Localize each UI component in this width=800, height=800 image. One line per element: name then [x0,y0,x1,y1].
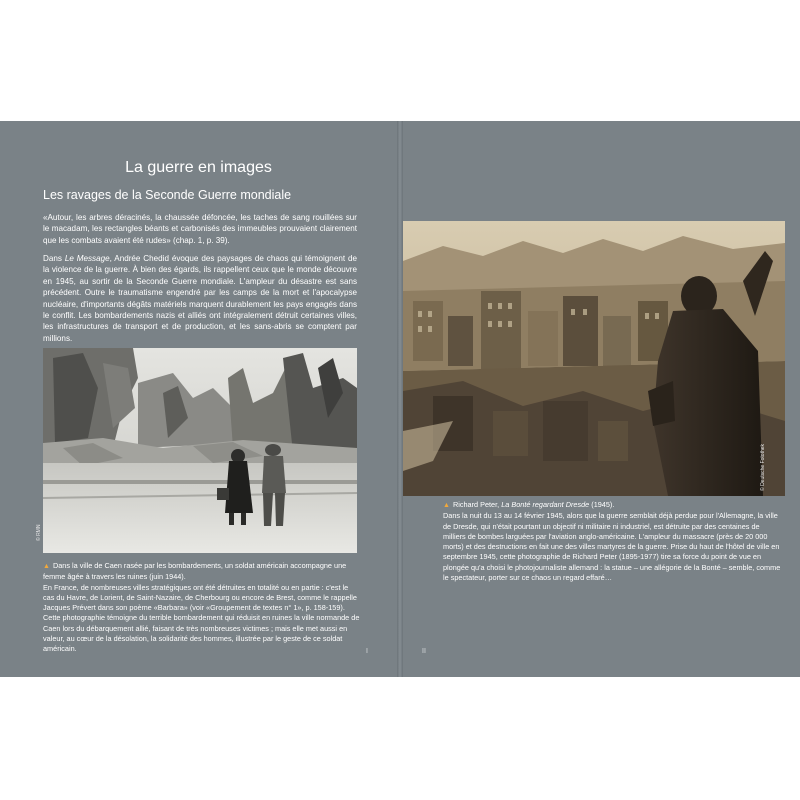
body-text: , Andrée Chedid évoque des paysages de chaos qui témoignent de la violence de la guerre. À bien des égards, ils rappellent ceux que le monde découvre en 1945, au sortir de la Seconde Guerre mondiale. L'ampleur du désastre est sans précédent. Outre le traumatisme engendré par les camps de la mort et l'apocalypse nucléaire, d'importants dégâts matériels marquent durablement les pays engagés dans le conflit. Les bombardements nazis et alliés ont intégralement détruit certaines villes, les infrastructures de transport et de production, et les sans-abris se comptent par millions. [43,254,357,343]
caen-caption-text: En France, de nombreuses villes stratégiques ont été détruites en totalité ou en partie : c'est le cas du Havre, de Lorient, de Saint-Nazaire, de Cherbourg ou encore de Brest, comme le rappelle Jacques Prévert dans son poème «Barbara» (voir «Groupement de textes n° 1», p. 158-159). Cette photographie témoigne du terrible bombardement qui réduisit en ruines la ville normande de Caen lors du débarquement allié, faisant de très nombreuses victimes ; mais elle met aussi en valeur, au cœur de la désolation, la solidarité des hommes, illustrée par le geste de ce soldat américain. [43,582,360,654]
dresden-photo-illustration [403,221,785,496]
caen-photo-illustration [43,348,357,553]
caen-ruins-photo [43,348,357,553]
quote-text: «Autour, les arbres déracinés, la chaussée défoncée, les taches de sang rouillées sur le macadam, les rectangles béants et carbonisés des immeubles prouvaient clairement que les combats avaient été rudes» (chap. 1, p. 39). [43,213,357,245]
caen-caption-lead: Dans la ville de Caen rasée par les bombardements, un soldat américain accompagne une femme âgée à travers les ruines (juin 1944). [43,561,347,582]
caen-caption [43,561,361,655]
caption-triangle-icon: ▲ [43,563,50,570]
page-title: La guerre en images [125,159,272,176]
dresden-caption-work: La Bonté regardant Dresde [501,500,590,509]
caption-triangle-icon: ▲ [443,502,450,509]
left-page [0,121,397,677]
work-title: Le Message [64,254,110,263]
caen-photo-credit: © RMN [36,524,42,541]
section-subtitle: Les ravages de la Seconde Guerre mondiale [43,188,292,202]
right-page [403,121,800,677]
dresden-photo [403,221,785,496]
page-number-right: II [422,648,426,655]
dresden-photo-credit: © Deutsche Fotothek [760,443,766,491]
page-number-left: I [366,648,368,655]
dresden-caption [443,500,783,583]
dresden-caption-year: (1945). [589,500,615,509]
quote-paragraph [43,212,357,246]
body-prefix: Dans [43,254,65,263]
dresden-caption-author: Richard Peter, [452,500,502,509]
dresden-caption-text: Dans la nuit du 13 au 14 février 1945, alors que la guerre semblait déjà perdue pour l'Allemagne, la ville de Dresde, qui n'était pourtant un objectif ni militaire ni industriel, est détruite par des centaines de milliers de bombes larguées par l'aviation anglo-américaine. L'ampleur du massacre (près de 20 000 morts) et des destructions en fait une des villes martyres de la guerre. Prise du haut de l'hôtel de ville en septembre 1945, cette photographie de Richard Peter (1895-1977) tire sa force du point de vue en plongée qu'a choisi le photojournaliste allemand : la statue – une allégorie de la Bonté – semble, comme le spectateur, porter sur ce chaos un regard effaré… [443,511,781,583]
body-paragraph [43,253,357,344]
